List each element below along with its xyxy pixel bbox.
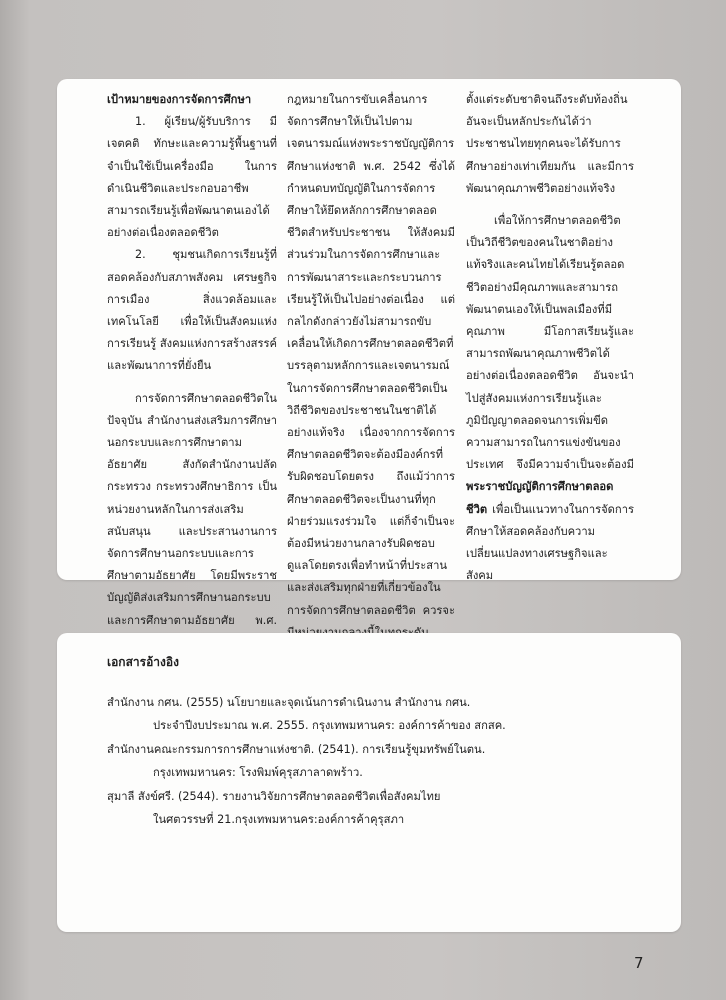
paragraph-text: เพื่อเป็นแนวทางในการจัดการศึกษาให้สอดคล้องกับความเปลี่ยนแปลงทางเศรษฐกิจและสังคม bbox=[466, 502, 634, 583]
reference-line: ประจำปีงบประมาณ พ.ศ. 2555. กรุงเทพมหานคร: องค์การค้าของ สกสค. bbox=[153, 719, 506, 732]
references-title: เอกสารอ้างอิง bbox=[107, 655, 179, 669]
paragraph: 1. ผู้เรียน/ผู้รับบริการ มีเจตคติ ทักษะและความรู้พื้นฐานที่จำเป็นใช้เป็นเครื่องมือ ในการดำเนินชีวิตและประกอบอาชีพ สามารถเรียนรู้เพื่อพัฒนาตนเองได้อย่างต่อเนื่องตลอดชีวิต bbox=[107, 115, 277, 240]
law-title: พระราชบัญญัติการศึกษาตลอดชีวิต bbox=[466, 480, 614, 516]
paragraph-text: เพื่อให้การศึกษาตลอดชีวิตเป็นวิถีชีวิตของคนในชาติอย่างแท้จริงและคนไทยได้เรียนรู้ตลอดชีวิตอย่างมีคุณภาพและสามารถพัฒนาตนเองให้เป็นพลเมืองที่มีคุณภาพ มีโอกาสเรียนรู้และสามารถพัฒนาคุณภาพชีวิตได้อย่างต่อเนื่องตลอดชีวิต อันจะนำไปสู่สังคมแห่งการเรียนรู้และภูมิปัญญาตลอดจนการเพิ่มขีดความสามารถในการแข่งขันของประเทศ จึงมีความจำเป็นจะต้องมี bbox=[466, 214, 634, 472]
column-1 bbox=[107, 89, 277, 654]
reference-line: สำนักงานคณะกรรมการการศึกษาแห่งชาติ. (2541). การเรียนรู้ขุมทรัพย์ในตน. bbox=[107, 742, 486, 756]
reference-line: สำนักงาน กศน. (2555) นโยบายและจุดเน้นการดำเนินงาน สำนักงาน กศน. bbox=[107, 695, 471, 709]
reference-line: ในศตวรรษที่ 21.กรุงเทพมหานคร:องค์การค้าคุรุสภา bbox=[153, 813, 405, 826]
reference-line: สุมาลี สังข์ศรี. (2544). รายงานวิจัยการศึกษาตลอดชีวิตเพื่อสังคมไทย bbox=[107, 789, 441, 803]
references-box bbox=[57, 633, 681, 932]
column-3 bbox=[466, 89, 634, 587]
reference-item bbox=[107, 691, 647, 738]
paragraph: การจัดการศึกษาตลอดชีวิตใน ปัจจุบัน สำนักงานส่งเสริมการศึกษานอกระบบและการศึกษาตามอัธยาศัย สังกัดสำนักงานปลัดกระทรวง กระทรวงศึกษาธิการ เป็นหน่วยงานหลักในการส่งเสริม สนับสนุน และประสานงานการจัดการศึกษานอกระบบและการศึกษาตามอัธยาศัย โดยมีพระราชบัญญัติส่งเสริมการศึกษานอกระบบและการศึกษาตามอัธยาศัย พ.ศ. bbox=[107, 391, 277, 627]
section-heading: เป้าหมายของการจัดการศึกษา bbox=[107, 93, 252, 106]
reference-item bbox=[107, 738, 647, 785]
paragraph: ตั้งแต่ระดับชาติจนถึงระดับท้องถิ่น อันจะเป็นหลักประกันได้ว่าประชาชนไทยทุกคนจะได้รับการศึกษาอย่างเท่าเทียมกัน และมีการพัฒนาคุณภาพชีวิตอย่างแท้จริง bbox=[466, 93, 634, 195]
paragraph: 2. ชุมชนเกิดการเรียนรู้ที่สอดคล้องกับสภาพสังคม เศรษฐกิจ การเมือง สิ่งแวดล้อมและเทคโนโลยี เพื่อให้เป็นสังคมแห่งการเรียนรู้ สังคมแห่งการสร้างสรรค์และพัฒนาการที่ยั่งยืน bbox=[107, 248, 277, 373]
column-2 bbox=[287, 89, 455, 644]
paragraph bbox=[466, 210, 634, 587]
reference-line: กรุงเทพมหานคร: โรงพิมพ์คุรุสภาลาดพร้าว. bbox=[153, 766, 363, 779]
paragraph: กฎหมายในการขับเคลื่อนการจัดการศึกษาให้เป็นไปตามเจตนารมณ์แห่งพระราชบัญญัติการศึกษาแห่งชาติ พ.ศ. 2542 ซึ่งได้กำหนดบทบัญญัติในการจัดการศึกษาให้ยึดหลักการศึกษาตลอดชีวิตสำหรับประชาชน ให้สังคมมีส่วนร่วมในการจัดการศึกษาและการพัฒนาสาระและกระบวนการเรียนรู้ให้เป็นไปอย่างต่อเนื่อง แต่กลไกดังกล่าวยังไม่สามารถขับเคลื่อนให้เกิดการศึกษาตลอดชีวิตที่บรรลุตามหลักการและเจตนารมณ์ในการจัดการศึกษาตลอดชีวิตเป็นวิถีชีวิตของประชาชนในชาติได้อย่างแท้จริง เนื่องจากการจัดการศึกษาตลอดชีวิตจะต้องมีองค์กรที่รับผิดชอบโดยตรง ถึงแม้ว่าการศึกษาตลอดชีวิตจะเป็นงานที่ทุกฝ่ายร่วมแรงร่วมใจ แต่ก็จำเป็นจะต้องมีหน่วยงานกลางรับผิดชอบดูแลโดยตรงเพื่อทำหน้าที่ประสานและส่งเสริมทุกฝ่ายที่เกี่ยวข้องในการจัดการศึกษาตลอดชีวิต ควรจะ bbox=[287, 93, 455, 617]
references bbox=[107, 651, 647, 832]
reference-item bbox=[107, 785, 647, 832]
content-box bbox=[57, 79, 681, 627]
page-number: 7 bbox=[634, 954, 644, 972]
